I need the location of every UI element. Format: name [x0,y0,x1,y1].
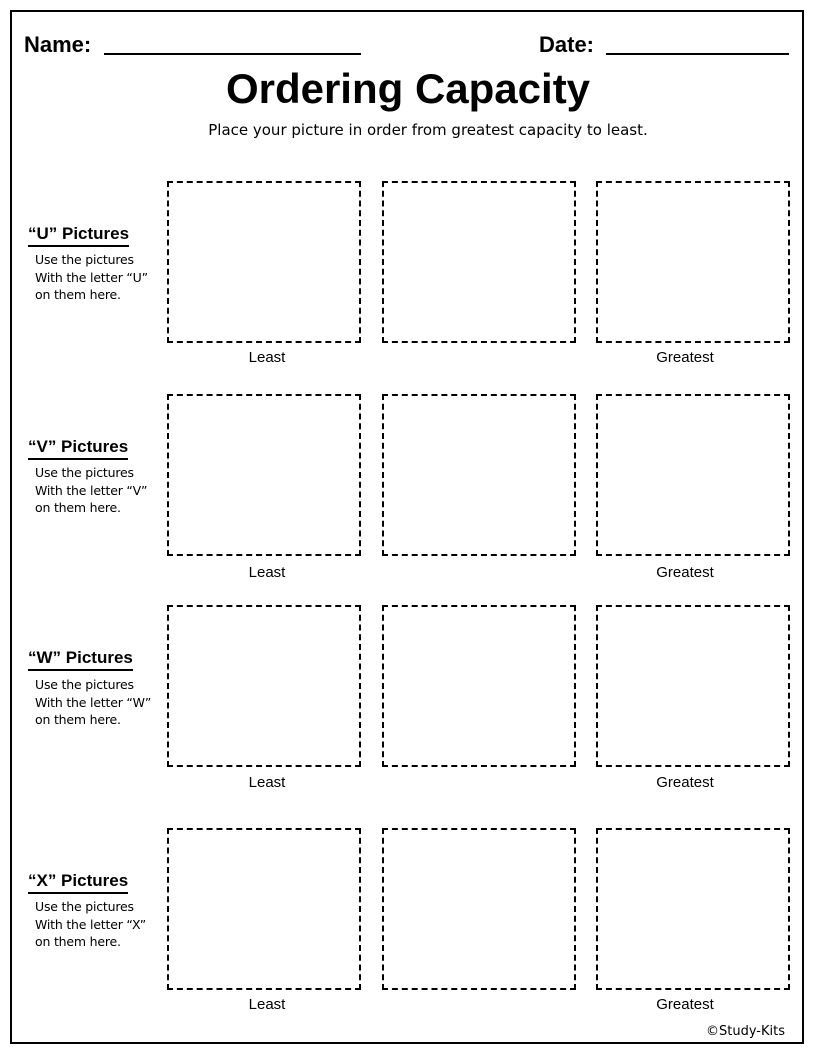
page-title: Ordering Capacity [225,65,591,112]
picture-box-1[interactable] [167,181,361,343]
caption-least: Least [248,774,286,791]
section-title: “X” Pictures [28,870,128,894]
picture-box-1[interactable] [167,828,361,990]
picture-box-2[interactable] [382,828,576,990]
copyright-notice: ©Study-Kits [705,1024,785,1039]
instructions: Place your picture in order from greatest capacity to least. [208,121,648,139]
date-field-line[interactable] [606,53,789,55]
picture-box-3[interactable] [596,828,790,990]
caption-greatest: Greatest [656,349,714,366]
section-description: Use the pictures With the letter “X” on them here. [35,899,147,949]
caption-least: Least [248,564,286,581]
date-label: Date: [539,32,595,57]
caption-greatest: Greatest [656,996,714,1013]
section-description: Use the pictures With the letter “V” on them here. [35,465,148,515]
picture-box-1[interactable] [167,394,361,556]
section-title: “V” Pictures [28,436,128,460]
picture-box-2[interactable] [382,394,576,556]
picture-box-1[interactable] [167,605,361,767]
name-field-line[interactable] [104,53,361,55]
section-description: Use the pictures With the letter “W” on them here. [35,677,152,727]
section-description: Use the pictures With the letter “U” on them here. [35,252,148,302]
picture-box-2[interactable] [382,181,576,343]
picture-box-3[interactable] [596,605,790,767]
caption-least: Least [248,349,286,366]
caption-greatest: Greatest [656,774,714,791]
caption-least: Least [248,996,286,1013]
section-title: “U” Pictures [28,223,129,247]
picture-box-3[interactable] [596,394,790,556]
picture-box-2[interactable] [382,605,576,767]
name-label: Name: [24,32,92,57]
caption-greatest: Greatest [656,564,714,581]
picture-box-3[interactable] [596,181,790,343]
section-title: “W” Pictures [28,647,133,671]
